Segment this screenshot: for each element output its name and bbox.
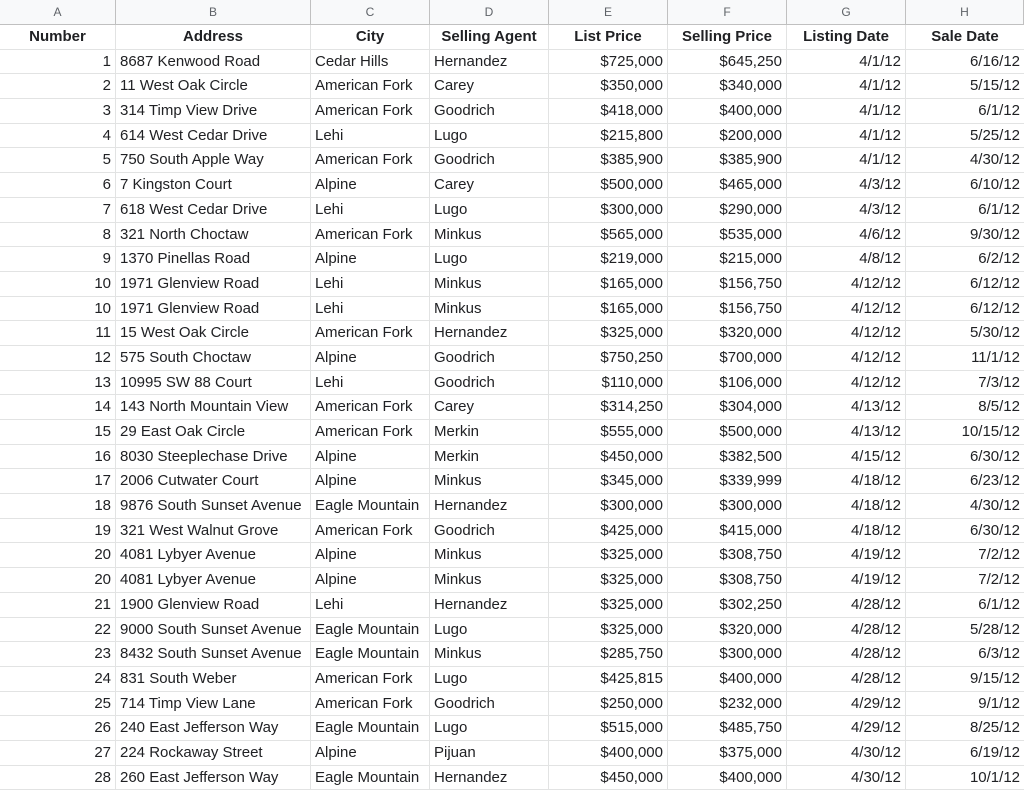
table-cell[interactable]: $425,815 [549,667,668,691]
table-cell[interactable]: 13 [0,371,116,395]
table-cell[interactable]: 3 [0,99,116,123]
table-cell[interactable]: 11 [0,321,116,345]
table-cell[interactable]: 7/3/12 [978,373,1020,391]
table-cell[interactable]: 6/30/12 [969,521,1020,539]
table-cell[interactable]: 25 [0,692,116,716]
table-cell[interactable]: American Fork [311,148,430,172]
table-cell[interactable]: $400,000 [668,667,787,691]
table-cell[interactable]: 7/2/12 [978,546,1020,564]
table-cell[interactable]: Minkus [430,272,549,296]
table-cell[interactable]: 8/25/12 [969,719,1020,737]
table-cell[interactable]: Alpine [311,173,430,197]
table-cell[interactable]: 15 West Oak Circle [116,321,311,345]
table-cell[interactable]: Minkus [430,297,549,321]
header-cell[interactable]: Number [0,25,116,49]
table-cell[interactable]: 9876 South Sunset Avenue [116,494,311,518]
table-row [0,716,1024,741]
table-cell[interactable]: 4/1/12 [787,99,906,123]
table-cell[interactable]: Alpine [311,543,430,567]
table-cell[interactable]: American Fork [311,321,430,345]
table-cell[interactable]: Lugo [430,124,549,148]
table-cell[interactable]: 9/15/12 [969,669,1020,687]
table-cell[interactable]: Minkus [430,642,549,666]
table-cell[interactable]: $106,000 [668,371,787,395]
table-cell[interactable]: 8 [0,223,116,247]
table-cell[interactable]: $345,000 [549,469,668,493]
table-cell[interactable]: $232,000 [668,692,787,716]
table-cell[interactable]: American Fork [311,519,430,543]
table-cell[interactable]: 4/12/12 [787,272,906,296]
table-cell[interactable]: 22 [0,618,116,642]
table-cell[interactable]: 4/28/12 [787,667,906,691]
table-cell[interactable]: 6/12/12 [969,274,1020,292]
table-cell[interactable]: 11 West Oak Circle [116,74,311,98]
table-cell[interactable]: American Fork [311,74,430,98]
table-cell[interactable]: 27 [0,741,116,765]
table-cell[interactable]: 4/1/12 [787,74,906,98]
table-cell[interactable]: 5/30/12 [969,324,1020,342]
table-cell[interactable]: $339,999 [668,469,787,493]
table-cell[interactable]: 6/23/12 [969,472,1020,490]
table-cell[interactable]: 2006 Cutwater Court [116,469,311,493]
table-cell[interactable]: Hernandez [430,494,549,518]
table-cell[interactable]: 6/2/12 [978,250,1020,268]
header-cell[interactable]: Sale Date [931,28,999,45]
table-cell[interactable]: $300,000 [668,494,787,518]
table-cell[interactable]: 714 Timp View Lane [116,692,311,716]
table-cell[interactable]: 8432 South Sunset Avenue [116,642,311,666]
table-cell[interactable]: Lugo [430,618,549,642]
table-cell[interactable]: American Fork [311,395,430,419]
table-row [0,198,1024,223]
table-row [0,50,1024,75]
table-cell[interactable]: 15 [0,420,116,444]
table-cell[interactable]: $325,000 [549,568,668,592]
table-cell[interactable]: $325,000 [549,618,668,642]
table-cell[interactable]: 28 [0,766,116,790]
table-cell[interactable]: 8687 Kenwood Road [116,50,311,74]
table-cell[interactable]: Goodrich [430,519,549,543]
table-cell[interactable]: 6/1/12 [978,200,1020,218]
table-row [0,692,1024,717]
table-cell[interactable]: 2 [0,74,116,98]
table-cell[interactable]: Lehi [311,593,430,617]
table-cell[interactable]: 4/28/12 [787,642,906,666]
table-cell[interactable]: $375,000 [668,741,787,765]
column-letter-e[interactable]: E [549,0,668,24]
table-cell[interactable]: 4/12/12 [787,297,906,321]
table-cell[interactable]: 24 [0,667,116,691]
table-row [0,272,1024,297]
table-cell[interactable]: Alpine [311,247,430,271]
table-cell[interactable]: $200,000 [668,124,787,148]
table-cell[interactable]: $110,000 [549,371,668,395]
table-cell[interactable]: 4/18/12 [787,494,906,518]
table-cell[interactable]: 23 [0,642,116,666]
table-cell[interactable]: 4/19/12 [787,568,906,592]
table-cell[interactable]: 7 Kingston Court [116,173,311,197]
table-cell[interactable]: $415,000 [668,519,787,543]
table-cell[interactable]: 4/3/12 [787,198,906,222]
table-cell[interactable]: 6/10/12 [969,176,1020,194]
table-cell[interactable]: 10/1/12 [969,768,1020,786]
table-row [0,667,1024,692]
table-cell[interactable]: $250,000 [549,692,668,716]
table-cell[interactable]: Lehi [311,272,430,296]
table-cell[interactable]: $215,000 [668,247,787,271]
table-cell[interactable]: $385,900 [549,148,668,172]
header-cell[interactable]: List Price [549,25,668,49]
table-cell[interactable]: Hernandez [430,321,549,345]
table-cell[interactable]: 10 [0,297,116,321]
table-cell[interactable]: 4 [0,124,116,148]
table-cell[interactable]: Merkin [430,420,549,444]
table-cell[interactable]: $215,800 [549,124,668,148]
table-row [0,618,1024,643]
table-row [0,124,1024,149]
table-cell[interactable]: 10/15/12 [961,423,1020,440]
table-cell[interactable]: Lugo [430,247,549,271]
table-cell[interactable]: 14 [0,395,116,419]
table-cell[interactable]: 12 [0,346,116,370]
table-cell[interactable]: $325,000 [549,321,668,345]
table-cell[interactable]: 4/12/12 [787,371,906,395]
table-cell[interactable]: $325,000 [549,593,668,617]
table-cell[interactable]: Pijuan [430,741,549,765]
table-cell[interactable]: 4/18/12 [787,469,906,493]
table-cell[interactable]: Carey [430,173,549,197]
table-cell[interactable]: Alpine [311,469,430,493]
table-cell[interactable]: Eagle Mountain [311,618,430,642]
table-cell[interactable]: Eagle Mountain [311,766,430,790]
table-cell[interactable]: $700,000 [668,346,787,370]
table-cell[interactable]: Goodrich [430,148,549,172]
table-row [0,395,1024,420]
table-cell[interactable]: American Fork [311,99,430,123]
table-cell[interactable]: $400,000 [668,766,787,790]
header-cell[interactable]: City [311,25,430,49]
table-cell[interactable]: 143 North Mountain View [116,395,311,419]
table-cell[interactable]: 5 [0,148,116,172]
header-cell[interactable]: Selling Agent [430,25,549,49]
table-cell[interactable]: 4/1/12 [787,124,906,148]
table-cell[interactable]: American Fork [311,223,430,247]
table-cell[interactable]: 10 [0,272,116,296]
table-cell[interactable]: $325,000 [549,543,668,567]
table-cell[interactable]: 1900 Glenview Road [116,593,311,617]
table-cell[interactable]: $418,000 [549,99,668,123]
table-cell[interactable]: 614 West Cedar Drive [116,124,311,148]
table-cell[interactable]: American Fork [311,420,430,444]
table-cell[interactable]: $450,000 [549,445,668,469]
table-cell[interactable]: Alpine [311,568,430,592]
table-cell[interactable]: 4081 Lybyer Avenue [116,568,311,592]
table-cell[interactable]: 6/3/12 [978,645,1020,663]
table-cell[interactable]: Cedar Hills [311,50,430,74]
table-row [0,593,1024,618]
table-cell[interactable]: 4/19/12 [787,543,906,567]
table-cell[interactable]: Carey [430,74,549,98]
table-row [0,494,1024,519]
table-cell[interactable]: Goodrich [430,99,549,123]
table-cell[interactable]: 1971 Glenview Road [116,297,311,321]
table-cell[interactable]: $304,000 [668,395,787,419]
table-cell[interactable]: 5/15/12 [969,77,1020,95]
table-cell[interactable]: 26 [0,716,116,740]
table-cell[interactable]: 321 West Walnut Grove [116,519,311,543]
table-cell[interactable]: $340,000 [668,74,787,98]
table-cell[interactable]: 4/28/12 [787,618,906,642]
table-row [0,346,1024,371]
table-cell[interactable]: 11/1/12 [971,348,1020,366]
table-cell[interactable]: $382,500 [668,445,787,469]
table-cell[interactable]: 7/2/12 [978,571,1020,589]
table-cell[interactable]: 4/8/12 [787,247,906,271]
table-row [0,321,1024,346]
table-body [0,50,1024,791]
table-cell[interactable]: American Fork [311,692,430,716]
table-cell[interactable]: 4/30/12 [787,766,906,790]
table-cell[interactable]: 1971 Glenview Road [116,272,311,296]
column-letter-b[interactable]: B [116,0,311,24]
table-row [0,371,1024,396]
table-cell[interactable]: $565,000 [549,223,668,247]
table-row [0,74,1024,99]
table-cell[interactable]: $300,000 [668,642,787,666]
table-cell[interactable]: $725,000 [549,50,668,74]
header-cell[interactable]: Address [116,25,311,49]
table-cell[interactable]: 4/3/12 [787,173,906,197]
table-row [0,247,1024,272]
table-cell[interactable]: 4/12/12 [787,346,906,370]
table-cell[interactable]: $400,000 [668,99,787,123]
table-row [0,741,1024,766]
table-cell[interactable]: 4/28/12 [787,593,906,617]
column-letter-g[interactable]: G [787,0,906,24]
table-row [0,99,1024,124]
table-cell[interactable]: 20 [0,543,116,567]
table-cell[interactable]: 19 [0,519,116,543]
table-cell[interactable]: 4/29/12 [787,716,906,740]
table-cell[interactable]: Eagle Mountain [311,642,430,666]
table-cell[interactable]: $165,000 [549,272,668,296]
table-cell[interactable]: 4/30/12 [969,151,1020,169]
table-cell[interactable]: 4081 Lybyer Avenue [116,543,311,567]
table-cell[interactable]: 1 [0,50,116,74]
table-cell[interactable]: 6/1/12 [978,595,1020,613]
table-cell[interactable]: Minkus [430,469,549,493]
table-cell[interactable]: 6/1/12 [978,102,1020,120]
table-cell[interactable]: 260 East Jefferson Way [116,766,311,790]
table-cell[interactable]: $300,000 [549,198,668,222]
table-cell[interactable]: 17 [0,469,116,493]
table-cell[interactable]: 750 South Apple Way [116,148,311,172]
table-cell[interactable]: $156,750 [668,297,787,321]
table-cell[interactable]: Eagle Mountain [311,494,430,518]
table-cell[interactable]: Goodrich [430,371,549,395]
table-cell[interactable]: Goodrich [430,346,549,370]
table-cell[interactable]: Minkus [430,568,549,592]
table-row [0,223,1024,248]
table-cell[interactable]: $300,000 [549,494,668,518]
table-header-row [0,25,1024,50]
table-cell[interactable]: $515,000 [549,716,668,740]
table-cell[interactable]: $425,000 [549,519,668,543]
table-cell[interactable]: $320,000 [668,321,787,345]
table-cell[interactable]: 7 [0,198,116,222]
table-cell[interactable]: $645,250 [668,50,787,74]
table-cell[interactable]: Lehi [311,124,430,148]
table-cell[interactable]: Lugo [430,716,549,740]
column-letter-a[interactable]: A [0,0,116,24]
table-row [0,519,1024,544]
table-cell[interactable]: $314,250 [549,395,668,419]
column-letter-c[interactable]: C [311,0,430,24]
table-cell[interactable]: Alpine [311,445,430,469]
table-cell[interactable]: Eagle Mountain [311,716,430,740]
table-cell[interactable]: Lehi [311,371,430,395]
table-row [0,173,1024,198]
table-cell[interactable]: $302,250 [668,593,787,617]
table-cell[interactable]: 4/1/12 [787,50,906,74]
table-cell[interactable]: 9 [0,247,116,271]
table-cell[interactable]: 10995 SW 88 Court [116,371,311,395]
table-cell[interactable]: $750,250 [549,346,668,370]
table-cell[interactable]: 4/12/12 [787,321,906,345]
table-cell[interactable]: 6/19/12 [969,743,1020,761]
table-cell[interactable]: Minkus [430,543,549,567]
table-cell[interactable]: $308,750 [668,568,787,592]
table-cell[interactable]: 9/1/12 [978,694,1020,712]
table-cell[interactable]: 8/5/12 [978,398,1020,416]
table-row [0,469,1024,494]
table-cell[interactable]: 4/1/12 [787,148,906,172]
table-cell[interactable]: Hernandez [430,593,549,617]
table-row [0,420,1024,445]
table-row [0,568,1024,593]
table-cell[interactable]: $535,000 [668,223,787,247]
table-cell[interactable]: 9/30/12 [969,225,1020,243]
table-cell[interactable]: Lehi [311,297,430,321]
table-cell[interactable]: 314 Timp View Drive [116,99,311,123]
table-cell[interactable]: 240 East Jefferson Way [116,716,311,740]
column-letter-h[interactable]: H [906,0,1024,24]
table-cell[interactable]: Alpine [311,346,430,370]
header-cell[interactable]: Listing Date [787,25,906,49]
table-cell[interactable]: 4/6/12 [787,223,906,247]
table-cell[interactable]: Minkus [430,223,549,247]
table-cell[interactable]: Hernandez [430,766,549,790]
table-cell[interactable]: Merkin [430,445,549,469]
table-cell[interactable]: 224 Rockaway Street [116,741,311,765]
table-cell[interactable]: $465,000 [668,173,787,197]
table-cell[interactable]: $285,750 [549,642,668,666]
table-cell[interactable]: $450,000 [549,766,668,790]
table-cell[interactable]: 4/29/12 [787,692,906,716]
table-row [0,543,1024,568]
table-cell[interactable]: 29 East Oak Circle [116,420,311,444]
table-cell[interactable]: Carey [430,395,549,419]
table-cell[interactable]: Lugo [430,198,549,222]
table-cell[interactable]: 4/18/12 [787,519,906,543]
table-cell[interactable]: $400,000 [549,741,668,765]
table-cell[interactable]: 16 [0,445,116,469]
table-cell[interactable]: Lugo [430,667,549,691]
table-cell[interactable]: 4/13/12 [787,420,906,444]
table-cell[interactable]: $485,750 [668,716,787,740]
table-cell[interactable]: $500,000 [549,173,668,197]
table-row [0,766,1024,791]
table-row [0,445,1024,470]
table-cell[interactable]: 618 West Cedar Drive [116,198,311,222]
table-cell[interactable]: 5/28/12 [969,620,1020,638]
column-letter-d[interactable]: D [430,0,549,24]
table-cell[interactable]: $385,900 [668,148,787,172]
table-cell[interactable]: Lehi [311,198,430,222]
column-letter-f[interactable]: F [668,0,787,24]
table-row [0,642,1024,667]
table-cell[interactable]: Hernandez [430,50,549,74]
table-cell[interactable]: 4/13/12 [787,395,906,419]
table-cell[interactable]: 321 North Choctaw [116,223,311,247]
table-cell[interactable]: Goodrich [430,692,549,716]
table-cell[interactable]: $156,750 [668,272,787,296]
table-cell[interactable]: $165,000 [549,297,668,321]
column-letter-header [0,0,1024,25]
table-cell[interactable]: 4/15/12 [787,445,906,469]
table-cell[interactable]: 5/25/12 [969,126,1020,144]
table-cell[interactable]: 4/30/12 [787,741,906,765]
table-cell[interactable]: 18 [0,494,116,518]
table-cell[interactable]: 6 [0,173,116,197]
table-cell[interactable]: $350,000 [549,74,668,98]
table-cell[interactable]: American Fork [311,667,430,691]
table-cell[interactable]: $308,750 [668,543,787,567]
table-cell[interactable]: 20 [0,568,116,592]
table-cell[interactable]: 6/16/12 [969,52,1020,70]
table-row [0,148,1024,173]
table-cell[interactable]: 6/12/12 [969,299,1020,317]
table-cell[interactable]: 6/30/12 [969,447,1020,465]
table-cell[interactable]: $555,000 [549,420,668,444]
table-cell[interactable]: Alpine [311,741,430,765]
table-cell[interactable]: 1370 Pinellas Road [116,247,311,271]
table-cell[interactable]: 831 South Weber [116,667,311,691]
table-row [0,297,1024,322]
table-cell[interactable]: 21 [0,593,116,617]
table-cell[interactable]: 9000 South Sunset Avenue [116,618,311,642]
table-cell[interactable]: $219,000 [549,247,668,271]
table-cell[interactable]: 575 South Choctaw [116,346,311,370]
table-cell[interactable]: 8030 Steeplechase Drive [116,445,311,469]
table-cell[interactable]: $320,000 [668,618,787,642]
table-cell[interactable]: $500,000 [668,420,787,444]
table-cell[interactable]: $290,000 [668,198,787,222]
table-cell[interactable]: 4/30/12 [969,497,1020,515]
header-cell[interactable]: Selling Price [668,25,787,49]
